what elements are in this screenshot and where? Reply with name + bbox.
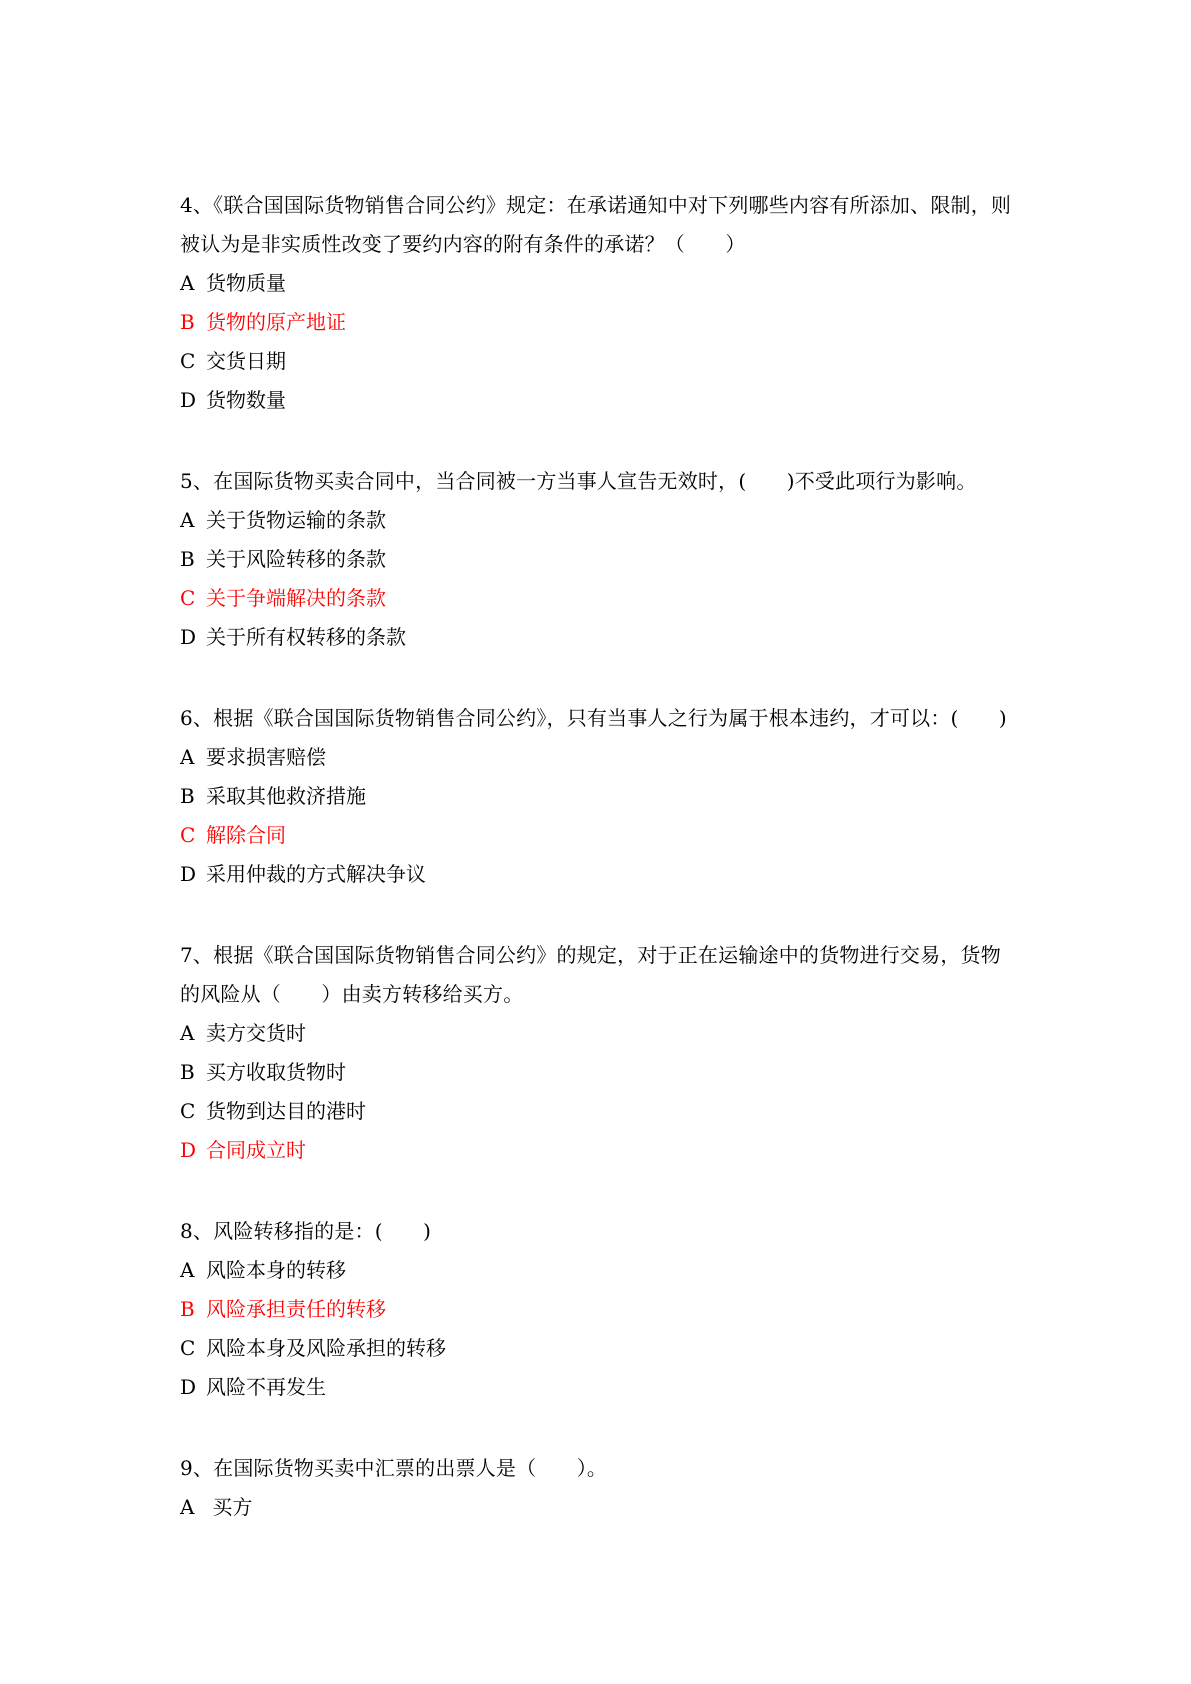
question-7 — [180, 936, 1020, 1170]
option-text: 风险承担责任的转移 — [206, 1297, 386, 1321]
option-letter: A — [180, 745, 195, 769]
option-letter: D — [180, 862, 197, 886]
option-text: 风险不再发生 — [206, 1375, 326, 1399]
question-8 — [180, 1212, 1020, 1407]
option-b-correct — [180, 303, 1020, 342]
option-letter: D — [180, 625, 197, 649]
question-text: 4、《联合国国际货物销售合同公约》规定：在承诺通知中对下列哪些内容有所添加、限制，则被认为是非实质性改变了要约内容的附有条件的承诺？（ ） — [180, 193, 1012, 256]
option-c — [180, 342, 1020, 381]
option-text: 买方 — [206, 1495, 253, 1519]
option-letter: D — [180, 1138, 197, 1162]
option-letter: A — [180, 1021, 195, 1045]
question-4 — [180, 186, 1020, 420]
option-text: 解除合同 — [206, 823, 286, 847]
option-text: 采用仲裁的方式解决争议 — [206, 862, 426, 886]
option-a — [180, 1251, 1020, 1290]
option-text: 要求损害赔偿 — [206, 745, 326, 769]
question-6 — [180, 699, 1020, 894]
option-a — [180, 738, 1020, 777]
option-text: 货物的原产地证 — [206, 310, 346, 334]
option-text: 采取其他救济措施 — [206, 784, 366, 808]
option-letter: D — [180, 388, 197, 412]
option-c-correct — [180, 579, 1020, 618]
option-text: 关于所有权转移的条款 — [206, 625, 406, 649]
option-text: 卖方交货时 — [206, 1021, 306, 1045]
option-text: 货物数量 — [206, 388, 286, 412]
option-text: 关于风险转移的条款 — [206, 547, 386, 571]
question-9 — [180, 1449, 1020, 1527]
question-5 — [180, 462, 1020, 657]
option-a — [180, 1014, 1020, 1053]
question-list — [180, 186, 1020, 1569]
option-letter: C — [180, 1336, 196, 1360]
option-letter: B — [180, 1060, 195, 1084]
option-letter: B — [180, 1297, 195, 1321]
option-letter: B — [180, 310, 195, 334]
option-text: 风险本身的转移 — [206, 1258, 346, 1282]
option-c — [180, 1329, 1020, 1368]
option-letter: A — [180, 508, 195, 532]
option-letter: D — [180, 1375, 197, 1399]
option-a — [180, 264, 1020, 303]
option-b — [180, 1053, 1020, 1092]
option-letter: A — [180, 1258, 195, 1282]
option-text: 交货日期 — [206, 349, 286, 373]
question-text: 6、根据《联合国国际货物销售合同公约》，只有当事人之行为属于根本违约，才可以：( ) — [180, 706, 1007, 730]
option-text: 货物质量 — [206, 271, 286, 295]
option-c — [180, 1092, 1020, 1131]
option-letter: B — [180, 547, 195, 571]
option-d-correct — [180, 1131, 1020, 1170]
option-text: 货物到达目的港时 — [206, 1099, 366, 1123]
option-b — [180, 777, 1020, 816]
option-letter: C — [180, 823, 196, 847]
option-letter: A — [180, 1495, 195, 1519]
question-text: 8、风险转移指的是：( ) — [180, 1219, 432, 1243]
option-text: 合同成立时 — [206, 1138, 306, 1162]
option-b-correct — [180, 1290, 1020, 1329]
question-text: 9、在国际货物买卖中汇票的出票人是（ ）。 — [180, 1456, 608, 1480]
option-d — [180, 855, 1020, 894]
option-letter: C — [180, 349, 196, 373]
option-letter: C — [180, 586, 196, 610]
option-d — [180, 618, 1020, 657]
option-letter: B — [180, 784, 195, 808]
question-text: 7、根据《联合国国际货物销售合同公约》的规定，对于正在运输途中的货物进行交易，货物的风险从（ ）由卖方转移给买方。 — [180, 943, 1001, 1006]
option-a — [180, 501, 1020, 540]
option-text: 关于争端解决的条款 — [206, 586, 386, 610]
option-text: 风险本身及风险承担的转移 — [206, 1336, 446, 1360]
option-text: 买方收取货物时 — [206, 1060, 346, 1084]
option-a — [180, 1488, 1020, 1527]
option-letter: A — [180, 271, 195, 295]
option-text: 关于货物运输的条款 — [206, 508, 386, 532]
option-b — [180, 540, 1020, 579]
option-d — [180, 1368, 1020, 1407]
question-text: 5、在国际货物买卖合同中，当合同被一方当事人宣告无效时，( )不受此项行为影响。 — [180, 469, 977, 493]
option-c-correct — [180, 816, 1020, 855]
option-d — [180, 381, 1020, 420]
option-letter: C — [180, 1099, 196, 1123]
